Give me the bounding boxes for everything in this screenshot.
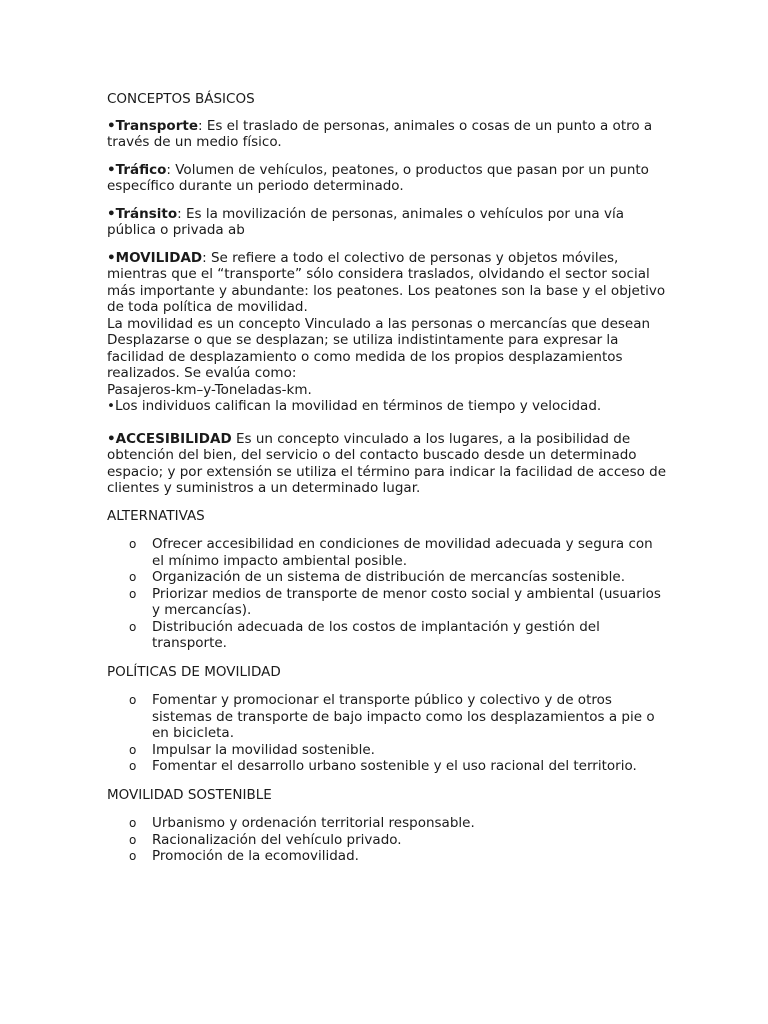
section-heading: ALTERNATIVAS [107, 507, 205, 524]
alternativas-list [107, 536, 667, 652]
page-title: CONCEPTOS BÁSICOS [107, 91, 255, 107]
definition-transito [107, 206, 667, 239]
definition-text: : Es la movilización de personas, animales o vehículos por una vía pública o privada ab [107, 205, 624, 238]
bullet-icon: o [129, 742, 137, 757]
movilidad-line-3: Pasajeros-km–y-Toneladas-km. [107, 381, 312, 398]
definition-text: Es un concepto vinculado a los lugares, a la posibilidad de obtención del bien, del servicio o del contacto buscado desde un determinado espacio; y por extensión se utiliza el término para indicar la facilidad de acceso de clientes y suministros a un determinado lugar. [107, 430, 667, 496]
list-item: o Promoción de la ecomovilidad. [129, 848, 359, 864]
bullet-icon: o [129, 619, 137, 634]
bullet-icon: o [129, 537, 137, 551]
movilidad-line-4: •Los individuos califican la movilidad en términos de tiempo y velocidad. [107, 398, 602, 414]
list-item: o Fomentar el desarrollo urbano sostenible y el uso racional del territorio. [129, 758, 637, 774]
bullet-icon: o [129, 816, 137, 830]
bullet-icon: o [129, 586, 137, 601]
section-heading: POLÍTICAS DE MOVILIDAD [107, 663, 281, 680]
list-item: o Distribución adecuada de los costos de implantación y gestión del transporte. [129, 618, 600, 651]
definition-text: : Volumen de vehículos, peatones, o productos que pasan por un punto específico durante un periodo determinado. [107, 161, 649, 194]
bullet-icon: o [129, 570, 137, 584]
list-item: o Priorizar medios de transporte de menor costo social y ambiental (usuarios y mercancías). [129, 585, 661, 618]
bullet-icon: o [129, 849, 137, 863]
list-item: o Urbanismo y ordenación territorial responsable. [129, 815, 475, 831]
bullet-icon: o [129, 693, 137, 707]
section-heading: MOVILIDAD SOSTENIBLE [107, 786, 272, 803]
list-item: o Ofrecer accesibilidad en condiciones de movilidad adecuada y segura con el mínimo impacto ambiental posible. [129, 536, 653, 569]
definition-accesibilidad [107, 431, 667, 497]
document-page [107, 91, 667, 877]
list-item: o Impulsar la movilidad sostenible. [129, 741, 375, 758]
definition-term: •Tránsito [107, 205, 178, 222]
bullet-icon: o [129, 759, 137, 773]
definition-term: •ACCESIBILIDAD [107, 430, 232, 447]
list-item: o Organización de un sistema de distribución de mercancías sostenible. [129, 569, 625, 585]
definition-text: : Es el traslado de personas, animales o cosas de un punto a otro a través de un medio físico. [107, 117, 653, 150]
politicas-list [107, 692, 667, 775]
definition-term: •MOVILIDAD [107, 249, 203, 266]
definition-trafico [107, 162, 667, 195]
definition-term: •Transporte [107, 117, 198, 134]
movilidad-sostenible-list [107, 815, 667, 865]
movilidad-line-2: Desplazarse o que se desplazan; se utiliza indistintamente para expresar la facilidad de desplazamiento o como medida de los propios desplazamientos realizados. Se evalúa como: [107, 332, 623, 381]
list-item: o Fomentar y promocionar el transporte público y colectivo y de otros sistemas de transporte de bajo impacto como los desplazamientos a pie o en bicicleta. [129, 692, 655, 741]
definition-text: : Se refiere a todo el colectivo de personas y objetos móviles, mientras que el “transporte” sólo considera traslados, olvidando el sector social más importante y abundante: los peatones. Los peatones son la base y el objetivo de toda política de movilidad. [107, 249, 666, 315]
definition-term: •Tráfico [107, 161, 167, 178]
definition-movilidad [107, 250, 667, 316]
list-item: o Racionalización del vehículo privado. [129, 831, 402, 848]
definition-transporte [107, 118, 667, 151]
movilidad-line-1: La movilidad es un concepto Vinculado a las personas o mercancías que desean [107, 315, 651, 332]
bullet-icon: o [129, 832, 137, 847]
